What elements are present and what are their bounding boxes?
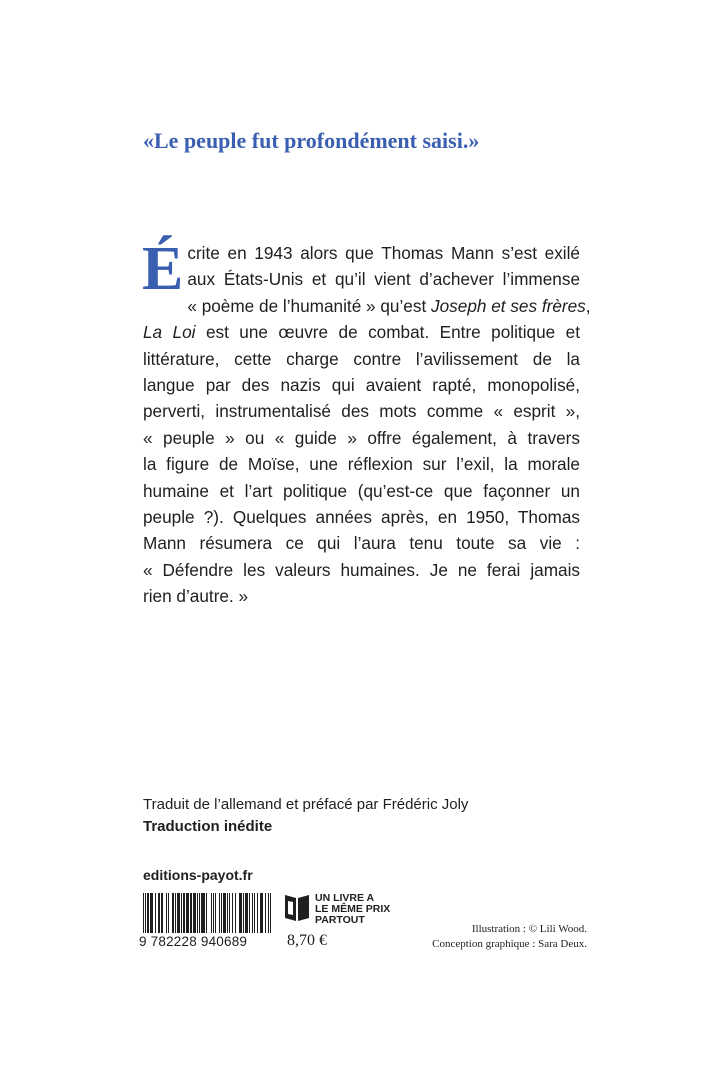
blurb-text: « poème de l’humanité » qu’est <box>187 295 432 316</box>
barcode-bar <box>215 893 216 933</box>
barcode-bar <box>151 893 152 933</box>
isbn-barcode <box>143 893 271 933</box>
blurb-text: rien d’autre. » <box>143 586 249 607</box>
barcode-bar <box>223 893 224 933</box>
barcode-bar <box>194 893 195 933</box>
blurb-text: « Défendre les valeurs humaines. Je ne ferai jamais <box>143 559 580 580</box>
barcode-bar <box>179 893 180 933</box>
barcode-bar <box>172 893 173 933</box>
barcode-bar <box>221 893 222 933</box>
blurb-text: humaine et l’art politique (qu’est-ce que façonner un <box>143 480 580 501</box>
barcode-bar <box>225 893 226 933</box>
blurb-text: perverti, instrumentalisé des mots comme « esprit », <box>143 401 580 422</box>
barcode-bar <box>268 893 269 933</box>
publisher-website: editions-payot.fr <box>143 867 253 883</box>
blurb-text: « peuple » ou « guide » offre également, à travers <box>143 427 580 448</box>
barcode-bar <box>235 893 236 933</box>
blurb-text: aux États-Unis et qu’il vient d’achever l’immense <box>187 269 580 290</box>
tagline-quote: «Le peuple fut profondément saisi.» <box>143 128 480 153</box>
barcode-bar <box>148 893 149 933</box>
design-credit: Conception graphique : Sara Deux. <box>432 938 587 950</box>
barcode-bar <box>232 893 233 933</box>
blurb-line <box>143 478 580 504</box>
barcode-bar <box>203 893 204 933</box>
blurb-line <box>143 346 580 372</box>
barcode-bar <box>241 893 242 933</box>
blurb-line <box>143 398 580 424</box>
isbn-number: 9 782228 940689 <box>139 934 248 949</box>
barcode-bar <box>247 893 248 933</box>
barcode-bar <box>166 893 167 933</box>
barcode-bar <box>219 893 220 933</box>
barcode-bar <box>183 893 184 933</box>
blurb-line <box>143 425 580 451</box>
barcode-bar <box>246 893 247 933</box>
blurb-text: Mann résumera ce qui l’aura tenu toute sa vie : <box>143 533 580 554</box>
blurb-line <box>143 557 580 583</box>
blurb-line <box>143 240 580 266</box>
barcode-bar <box>187 893 188 933</box>
illustration-credit: Illustration : © Lili Wood. <box>471 923 587 935</box>
barcode-bar <box>195 893 196 933</box>
barcode-bar <box>155 893 156 933</box>
barcode-bar <box>193 893 194 933</box>
barcode-bar <box>150 893 151 933</box>
blurb-text: crite en 1943 alors que Thomas Mann s’est exilé <box>187 243 580 263</box>
blurb-text: peuple ?). Quelques années après, en 1950, Thomas <box>143 507 580 528</box>
barcode-bar <box>261 893 262 933</box>
barcode-bar <box>158 893 159 933</box>
blurb-line <box>143 504 580 530</box>
barcode-bar <box>254 893 255 933</box>
barcode-bar <box>270 893 271 933</box>
barcode-bar <box>262 893 263 933</box>
barcode-bar <box>252 893 253 933</box>
barcode-bar <box>206 893 207 933</box>
barcode-bar <box>211 893 212 933</box>
fixed-price-logo <box>315 893 390 926</box>
blurb-title-italic: La Loi <box>143 322 196 343</box>
barcode-bar <box>201 893 202 933</box>
blurb-line <box>143 319 580 345</box>
barcode-bar <box>161 893 162 933</box>
barcode-bar <box>239 893 240 933</box>
logo-line-2: LE MÊME PRIX <box>315 903 391 915</box>
drop-cap: É <box>142 235 184 303</box>
barcode-bar <box>265 893 266 933</box>
barcode-bar <box>177 893 178 933</box>
barcode-bar <box>173 893 174 933</box>
blurb-line <box>143 293 591 319</box>
barcode-bar <box>175 893 176 933</box>
blurb-line <box>143 372 580 398</box>
logo-line-1: UN LIVRE A <box>315 892 375 904</box>
barcode-bar <box>240 893 241 933</box>
credits-block <box>143 794 583 838</box>
barcode-bar <box>249 893 250 933</box>
barcode-bar <box>152 893 153 933</box>
back-cover-blurb <box>142 235 591 610</box>
barcode-bar <box>181 893 182 933</box>
blurb-text: est une œuvre de combat. Entre politique et <box>195 322 580 343</box>
blurb-text: langue par des nazis qui avaient rapté, monopolisé, <box>143 375 580 396</box>
design-credits <box>427 922 587 952</box>
barcode-bar <box>204 893 205 933</box>
logo-line-3: PARTOUT <box>315 914 365 926</box>
price: 8,70 € <box>287 932 327 949</box>
blurb-line <box>143 583 580 609</box>
barcode-bar <box>197 893 198 933</box>
blurb-text: littérature, cette charge contre l’avilissement de la <box>143 348 580 369</box>
barcode-bar <box>168 893 169 933</box>
barcode-bar <box>224 893 225 933</box>
barcode-bar <box>245 893 246 933</box>
barcode-bar <box>184 893 185 933</box>
barcode-bar <box>202 893 203 933</box>
barcode-bar <box>145 893 146 933</box>
barcode-bar <box>162 893 163 933</box>
blurb-text: , <box>585 295 591 316</box>
barcode-bar <box>199 893 200 933</box>
barcode-bar <box>143 893 144 933</box>
barcode-bar <box>147 893 148 933</box>
barcode-bar <box>191 893 192 933</box>
barcode-bar <box>260 893 261 933</box>
blurb-line <box>143 266 580 292</box>
barcode-bar <box>159 893 160 933</box>
blurb-text: la figure de Moïse, une réflexion sur l’exil, la morale <box>143 454 580 475</box>
barcode-bar <box>178 893 179 933</box>
barcode-bar <box>190 893 191 933</box>
blurb-line <box>143 530 580 556</box>
book-shield-icon <box>283 893 311 923</box>
barcode-bar <box>227 893 228 933</box>
barcode-bar <box>213 893 214 933</box>
barcode-bar <box>229 893 230 933</box>
translation-note: Traduction inédite <box>143 818 273 835</box>
barcode-bar <box>186 893 187 933</box>
barcode-bar <box>243 893 244 933</box>
barcode-bar <box>257 893 258 933</box>
blurb-title-italic: Joseph et ses frères <box>431 295 586 316</box>
blurb-line <box>143 451 580 477</box>
barcode-bar <box>188 893 189 933</box>
translator-credit: Traduit de l’allemand et préfacé par Frédéric Joly <box>143 796 469 813</box>
